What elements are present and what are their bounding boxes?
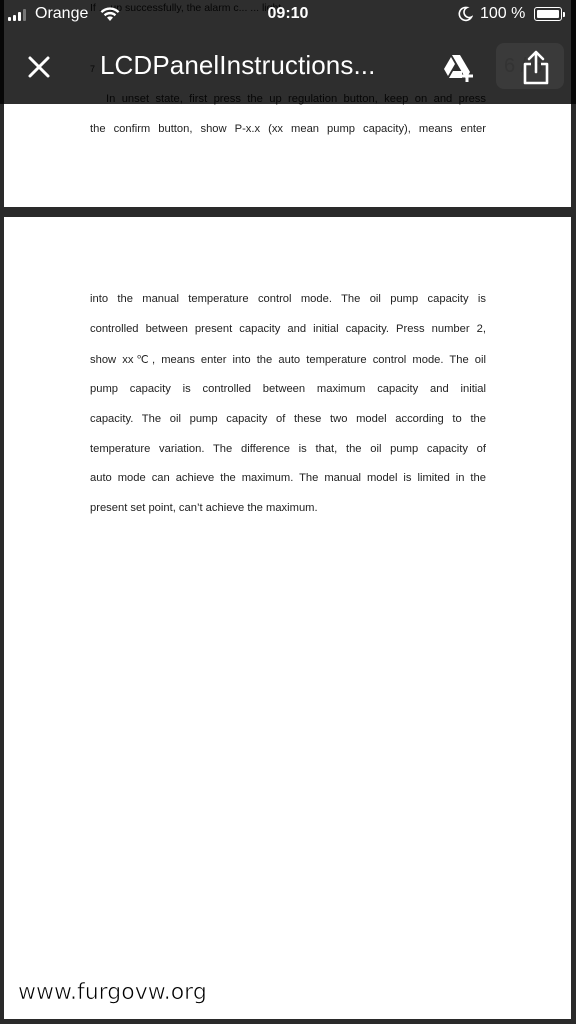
document-text-line: controlled between present capacity and initial capacity. Press number 2, xyxy=(90,323,486,335)
document-page-current xyxy=(4,217,571,1019)
do-not-disturb-moon-icon xyxy=(457,6,473,27)
battery-percentage: 100 % xyxy=(480,5,526,22)
document-text-line: capacity. The oil pump capacity of these two model according to the xyxy=(90,413,486,425)
watermark-text: www.furgovw.org xyxy=(18,980,207,1005)
document-text-line: temperature variation. The difference is that, the oil pump capacity of xyxy=(90,443,486,455)
carrier-name: Orange xyxy=(35,5,89,22)
status-bar xyxy=(0,0,576,30)
share-button[interactable] xyxy=(520,50,552,86)
document-text-line: auto mode can achieve the maximum. The manual model is limited in the xyxy=(90,472,486,484)
document-title: LCDPanelInstructions... xyxy=(100,50,376,80)
document-text-line: present set point, can’t achieve the maximum. xyxy=(90,502,318,514)
document-text-line: pump capacity is controlled between maximum capacity and initial xyxy=(90,383,486,395)
add-to-drive-button[interactable] xyxy=(440,52,476,84)
document-text-line: the confirm button, show P-x.x (xx mean pump capacity), means enter xyxy=(90,123,486,135)
page-counter-text: 6 / 6 xyxy=(504,55,543,77)
close-icon xyxy=(24,52,54,82)
battery-icon xyxy=(534,7,562,21)
document-text-line: into the manual temperature control mode. The oil pump capacity is xyxy=(90,293,486,305)
share-icon xyxy=(520,50,552,86)
close-button[interactable] xyxy=(24,52,54,82)
bottom-edge xyxy=(0,1019,576,1024)
clock: 09:10 xyxy=(267,5,309,22)
google-drive-add-icon xyxy=(440,52,476,84)
document-text-line: show xx℃, means enter into the auto temperature control mode. The oil xyxy=(90,354,486,366)
